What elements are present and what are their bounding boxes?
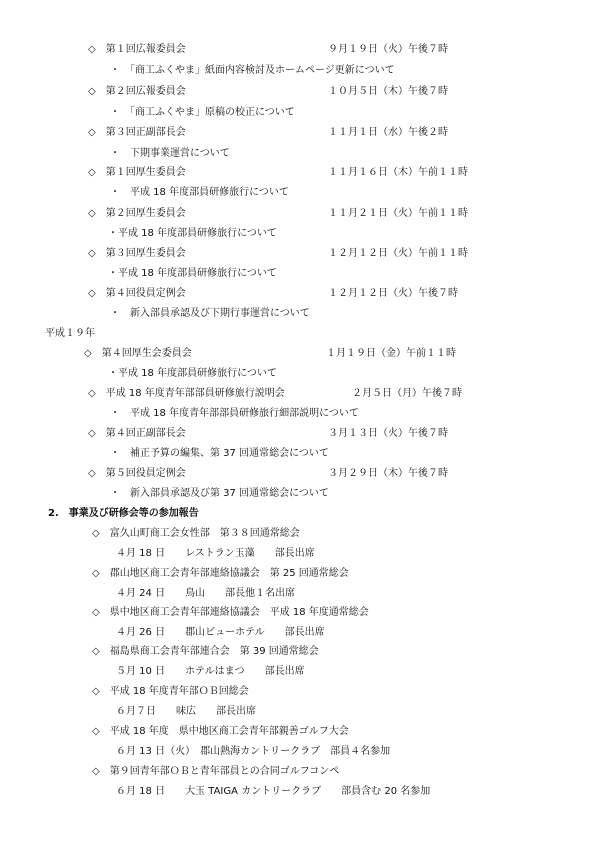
meeting-date: １１月１日（水）午後２時 [328, 127, 448, 138]
meeting-date: ３月１３日（火）午後７時 [328, 428, 448, 439]
meeting-note: ・平成 18 年度部員研修旅行について [108, 268, 277, 279]
event-detail: ４月 18 日 レストラン玉藻 部長出席 [116, 548, 315, 559]
meeting-date: １０月５日（木）午後７時 [328, 86, 448, 97]
meeting-note: ・平成 18 年度部員研修旅行について [108, 228, 277, 239]
meeting-date: １２月１２日（火）午前１１時 [328, 248, 468, 259]
event-title: ◇ 県中地区商工会青年部連絡協議会 平成 18 年度通常総会 [92, 607, 369, 618]
event-detail: ５月 10 日 ホテルはまつ 部長出席 [116, 666, 305, 677]
meeting-title: ◇ 第１回厚生委員会 [88, 167, 186, 178]
meeting-title: ◇ 第１回広報委員会 [88, 44, 186, 55]
event-detail: ４月 24 日 鳥山 部長他１名出席 [116, 588, 296, 599]
meeting-date: １月１９日（金）午前１１時 [326, 348, 456, 359]
event-title: ◇ 富久山町商工会女性部 第３８回通常総会 [92, 528, 300, 539]
meeting-note: ・ 「商工ふくやま」紙面内容検討及ホームページ更新について [110, 65, 395, 76]
meeting-date: １２月１２日（火）午後７時 [328, 288, 458, 299]
meeting-date: ３月２９日（木）午後７時 [328, 468, 448, 479]
meeting-note: ・ 新入部員承認及び第 37 回通常総会について [110, 488, 329, 499]
meeting-title: ◇ 第３回厚生委員会 [88, 248, 186, 259]
meeting-note: ・ 下期事業運営について [110, 148, 230, 159]
meeting-date: ２月５日（月）午後７時 [352, 388, 462, 399]
event-detail: ４月 26 日 郡山ビューホテル 部長出席 [116, 627, 325, 638]
meeting-title: ◇ 第４回正副部長会 [88, 428, 186, 439]
meeting-title: ◇ 第４回役員定例会 [88, 288, 186, 299]
meeting-title: ◇ 第３回正副部長会 [88, 127, 186, 138]
event-title: ◇ 平成 18 年度青年部ＯＢ回総会 [92, 686, 249, 697]
event-detail: ６月 13 日（火） 郡山熱海カントリークラブ 部員４名参加 [116, 746, 391, 757]
meeting-note: ・ 平成 18 年度青年部部員研修旅行細部説明について [110, 408, 359, 419]
meeting-title: ◇ 第４回厚生会委員会 [84, 348, 192, 359]
meeting-note: ・ 新入部員承認及び下期行事運営について [110, 308, 310, 319]
section-heading: 2. 事業及び研修会等の参加報告 [48, 508, 199, 519]
meeting-date: ９月１９日（火）午後７時 [328, 44, 448, 55]
meeting-title: ◇ 第２回厚生委員会 [88, 208, 186, 219]
event-title: ◇ 第９回青年部ＯＢと青年部員との合同ゴルフコンペ [92, 766, 340, 777]
event-title: ◇ 福島県商工会青年部連合会 第 39 回通常総会 [92, 646, 319, 657]
event-detail: ６月 18 日 大玉 TAIGA カントリークラブ 部員含む 20 名参加 [116, 786, 431, 797]
meeting-title: ◇ 第２回広報委員会 [88, 86, 186, 97]
meeting-note: ・ 補正予算の編集、第 37 回通常総会について [110, 448, 329, 459]
meeting-note: ・ 「商工ふくやま」原稿の校正について [110, 107, 295, 118]
meeting-note: ・ 平成 18 年度部員研修旅行について [110, 187, 289, 198]
meeting-date: １１月１６日（木）午前１１時 [328, 167, 468, 178]
meeting-title: ◇ 第５回役員定例会 [88, 468, 186, 479]
meeting-date: １１月２１日（火）午前１１時 [328, 208, 468, 219]
year-label: 平成１９年 [45, 328, 95, 339]
meeting-title: ◇ 平成 18 年度青年部部員研修旅行説明会 [88, 388, 285, 399]
event-title: ◇ 平成 18 年度 県中地区商工会青年部親善ゴルフ大会 [92, 726, 349, 737]
meeting-note: ・平成 18 年度部員研修旅行について [108, 368, 277, 379]
event-detail: ６月７日 味広 部長出席 [116, 706, 256, 717]
event-title: ◇ 郡山地区商工会青年部連絡協議会 第 25 回通常総会 [92, 568, 349, 579]
